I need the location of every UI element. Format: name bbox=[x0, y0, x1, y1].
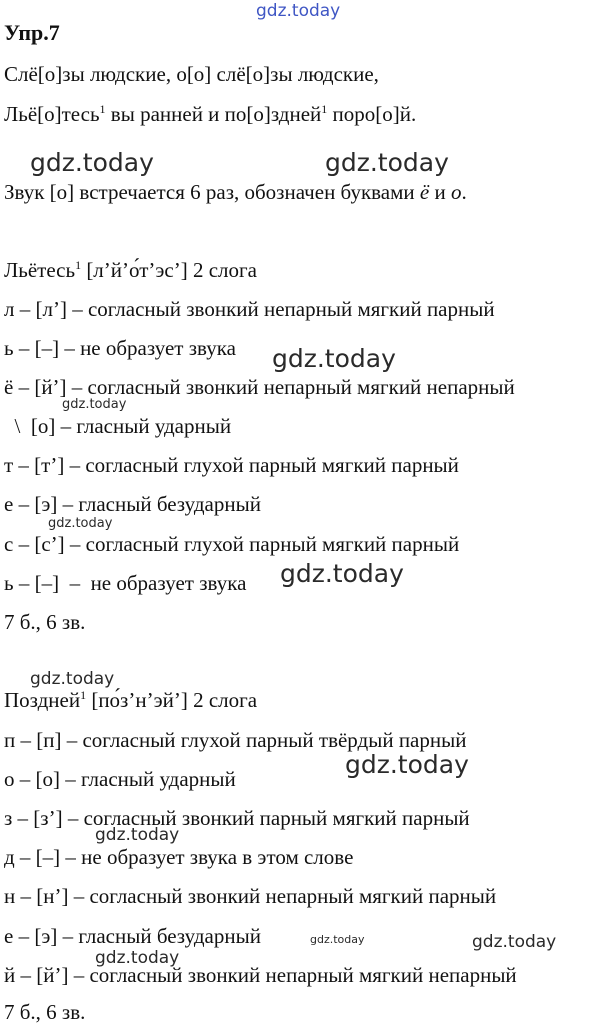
phonetic-line: й – [й’] – согласный звонкий непарный мягкий непарный bbox=[4, 963, 517, 987]
watermark-logo: gdz.today bbox=[30, 669, 115, 689]
footnote-mark: 1 bbox=[80, 688, 87, 702]
footnote-mark: 1 bbox=[321, 102, 328, 116]
watermark-logo: gdz.today bbox=[256, 1, 341, 21]
summary-text: . bbox=[461, 180, 467, 204]
transcription: [л’й’о́т’эс’] 2 слога bbox=[81, 258, 257, 282]
watermark-logo: gdz.today bbox=[48, 516, 113, 531]
poem-word: Льё[о]тесь bbox=[4, 102, 100, 126]
phonetic-line: н – [н’] – согласный звонкий непарный мягкий парный bbox=[4, 884, 497, 908]
word2-total: 7 б., 6 зв. bbox=[4, 1000, 86, 1024]
summary-letter: ё bbox=[419, 180, 430, 204]
transcription: [по́з’н’эй’] 2 слога bbox=[86, 688, 258, 712]
summary-text: и bbox=[429, 180, 451, 204]
summary-line bbox=[4, 180, 467, 204]
phonetic-line: ё – [й’] – согласный звонкий непарный мягкий непарный bbox=[4, 375, 515, 399]
watermark-logo: gdz.today bbox=[310, 933, 365, 946]
analysed-word: Льётесь bbox=[4, 258, 76, 282]
phonetic-line: с – [с’] – согласный глухой парный мягкий парный bbox=[4, 532, 460, 556]
watermark-logo: gdz.today bbox=[95, 825, 180, 845]
footnote-mark: 1 bbox=[75, 258, 82, 272]
watermark-logo: gdz.today bbox=[280, 559, 404, 588]
watermark-logo: gdz.today bbox=[30, 148, 154, 177]
poem-line-2 bbox=[4, 102, 416, 126]
exercise-title: Упр.7 bbox=[4, 20, 60, 45]
phonetic-line: т – [т’] – согласный глухой парный мягкий парный bbox=[4, 453, 459, 477]
watermark-logo: gdz.today bbox=[472, 932, 557, 952]
word2-header bbox=[4, 688, 257, 712]
phonetic-line: о – [о] – гласный ударный bbox=[4, 767, 236, 791]
poem-text: вы ранней и по[о]здней bbox=[105, 102, 322, 126]
phonetic-line: п – [п] – согласный глухой парный твёрдый парный bbox=[4, 728, 467, 752]
analysed-word: Поздней bbox=[4, 688, 81, 712]
phonetic-line: л – [л’] – согласный звонкий непарный мягкий парный bbox=[4, 297, 495, 321]
word1-total: 7 б., 6 зв. bbox=[4, 610, 86, 634]
watermark-logo: gdz.today bbox=[95, 948, 180, 968]
footnote-mark: 1 bbox=[99, 102, 106, 116]
poem-text: поро[о]й. bbox=[327, 102, 417, 126]
phonetic-line: ь – [–] – не образует звука bbox=[4, 571, 247, 595]
word1-header bbox=[4, 258, 257, 282]
watermark-logo: gdz.today bbox=[272, 344, 396, 373]
phonetic-line: д – [–] – не образует звука в этом слове bbox=[4, 845, 354, 869]
watermark-logo: gdz.today bbox=[345, 750, 469, 779]
summary-text: Звук [о] встречается 6 раз, обозначен буквами bbox=[4, 180, 420, 204]
phonetic-line: е – [э] – гласный безударный bbox=[4, 492, 261, 516]
poem-line-1: Слё[о]зы людские, о[о] слё[о]зы людские, bbox=[4, 62, 379, 86]
watermark-logo: gdz.today bbox=[62, 397, 127, 412]
phonetic-line: \ [о] – гласный ударный bbox=[4, 414, 232, 438]
summary-letter: о bbox=[450, 180, 462, 204]
watermark-logo: gdz.today bbox=[325, 148, 449, 177]
phonetic-line: ь – [–] – не образует звука bbox=[4, 336, 236, 360]
phonetic-line: е – [э] – гласный безударный bbox=[4, 924, 261, 948]
phonetic-line: з – [з’] – согласный звонкий парный мягкий парный bbox=[4, 806, 470, 830]
